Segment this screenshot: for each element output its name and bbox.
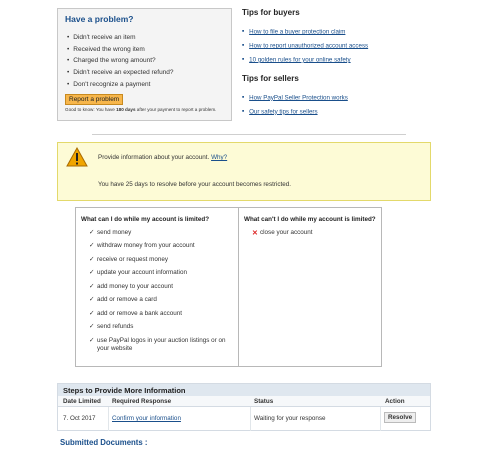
cant-do-column [239, 208, 381, 366]
column-header: Date Limited [63, 398, 101, 405]
account-alert [57, 142, 431, 201]
column-header: Required Response [112, 398, 172, 405]
check-icon: ✓ [89, 336, 95, 344]
column-header: Status [254, 398, 274, 405]
cant-do-list [244, 229, 376, 236]
problem-title: Have a problem? [65, 14, 134, 24]
can-do-column [76, 208, 239, 366]
problem-panel [57, 8, 232, 121]
note-text-end: after your payment to report a problem. [135, 106, 217, 112]
report-problem-button[interactable]: Report a problem [65, 94, 123, 105]
tips-buyers-title: Tips for buyers [242, 8, 300, 17]
check-icon: ✓ [89, 269, 95, 277]
column-divider [250, 407, 251, 431]
check-icon: ✓ [89, 309, 95, 317]
unauthorized-access-link[interactable]: How to report unauthorized account access [249, 42, 369, 50]
buyer-tip-item [242, 25, 442, 39]
check-icon: ✓ [89, 282, 95, 290]
can-do-label: withdraw money from your account [97, 242, 195, 250]
alert-text: Provide information about your account. [98, 154, 210, 161]
date-limited-cell: 7. Oct 2017 [63, 415, 96, 422]
column-header: Action [385, 398, 405, 405]
status-cell: Waiting for your response [254, 415, 326, 422]
can-do-item [81, 256, 233, 264]
buyer-claim-link[interactable]: How to file a buyer protection claim [249, 28, 346, 36]
cant-do-label: close your account [260, 229, 313, 236]
why-link[interactable]: Why? [211, 154, 228, 161]
can-do-label: use PayPal logos in your auction listings or on your website [97, 336, 226, 352]
check-icon: ✓ [89, 242, 95, 250]
buyer-tip-item [242, 39, 442, 53]
seller-tips-list [242, 91, 442, 119]
problem-item: • Didn't receive an item [67, 32, 224, 44]
can-do-item [81, 337, 233, 353]
note-text: Good to know: You have [65, 106, 117, 112]
seller-safety-link[interactable]: Our safety tips for sellers [249, 107, 318, 115]
check-icon: ✓ [89, 229, 95, 236]
check-icon: ✓ [89, 255, 95, 263]
check-icon: ✓ [89, 323, 95, 331]
resolve-button[interactable]: Resolve [384, 412, 416, 423]
good-to-know-note [65, 107, 224, 112]
seller-tip-item [242, 105, 442, 119]
problem-item: • Received the wrong item [67, 44, 224, 56]
can-do-item [81, 229, 233, 237]
tips-panel [242, 8, 442, 118]
can-do-item [81, 323, 233, 331]
table-row [58, 407, 430, 431]
warning-icon [66, 147, 88, 167]
can-do-label: receive or request money [97, 255, 169, 263]
tips-sellers-title: Tips for sellers [242, 73, 299, 83]
submitted-documents-heading: Submitted Documents : [60, 438, 148, 447]
can-do-label: add or remove a card [97, 296, 157, 304]
can-do-item [81, 310, 233, 318]
seller-protection-link[interactable]: How PayPal Seller Protection works [249, 94, 348, 102]
golden-rules-link[interactable]: 10 golden rules for your online safety [249, 56, 351, 64]
can-do-item [81, 269, 233, 277]
cant-do-item [244, 229, 376, 236]
can-do-label: add or remove a bank account [97, 309, 183, 317]
alert-message [98, 154, 227, 161]
column-divider [380, 407, 381, 431]
problem-item: • Charged the wrong amount? [67, 55, 224, 67]
column-divider [108, 407, 109, 431]
can-do-label: send money [97, 229, 132, 236]
problem-item: • Don't recognize a payment [67, 79, 224, 91]
steps-header-row [58, 396, 430, 407]
seller-tip-item [242, 91, 442, 105]
check-icon: ✓ [89, 296, 95, 304]
cross-icon: ✕ [252, 229, 258, 237]
cant-do-title: What can't I do while my account is limited? [244, 216, 376, 223]
buyer-tip-item [242, 53, 442, 67]
section-divider [92, 134, 406, 135]
buyer-tips-list [242, 25, 442, 67]
can-do-item [81, 283, 233, 291]
can-do-label: send refunds [97, 323, 134, 331]
can-do-label: update your account information [97, 269, 187, 277]
note-days: 180 days [116, 106, 136, 112]
steps-table [57, 383, 431, 431]
problem-item: • Didn't receive an expected refund? [67, 67, 224, 79]
problem-list [67, 32, 224, 91]
can-do-list [81, 229, 233, 352]
alert-deadline: You have 25 days to resolve before your account becomes restricted. [98, 181, 291, 188]
limits-table [75, 207, 382, 367]
confirm-information-link[interactable]: Confirm your information [112, 415, 181, 422]
can-do-item [81, 242, 233, 250]
can-do-title: What can I do while my account is limited? [81, 216, 210, 223]
can-do-label: add money to your account [97, 282, 173, 290]
steps-title: Steps to Provide More Information [58, 384, 430, 396]
can-do-item [81, 296, 233, 304]
